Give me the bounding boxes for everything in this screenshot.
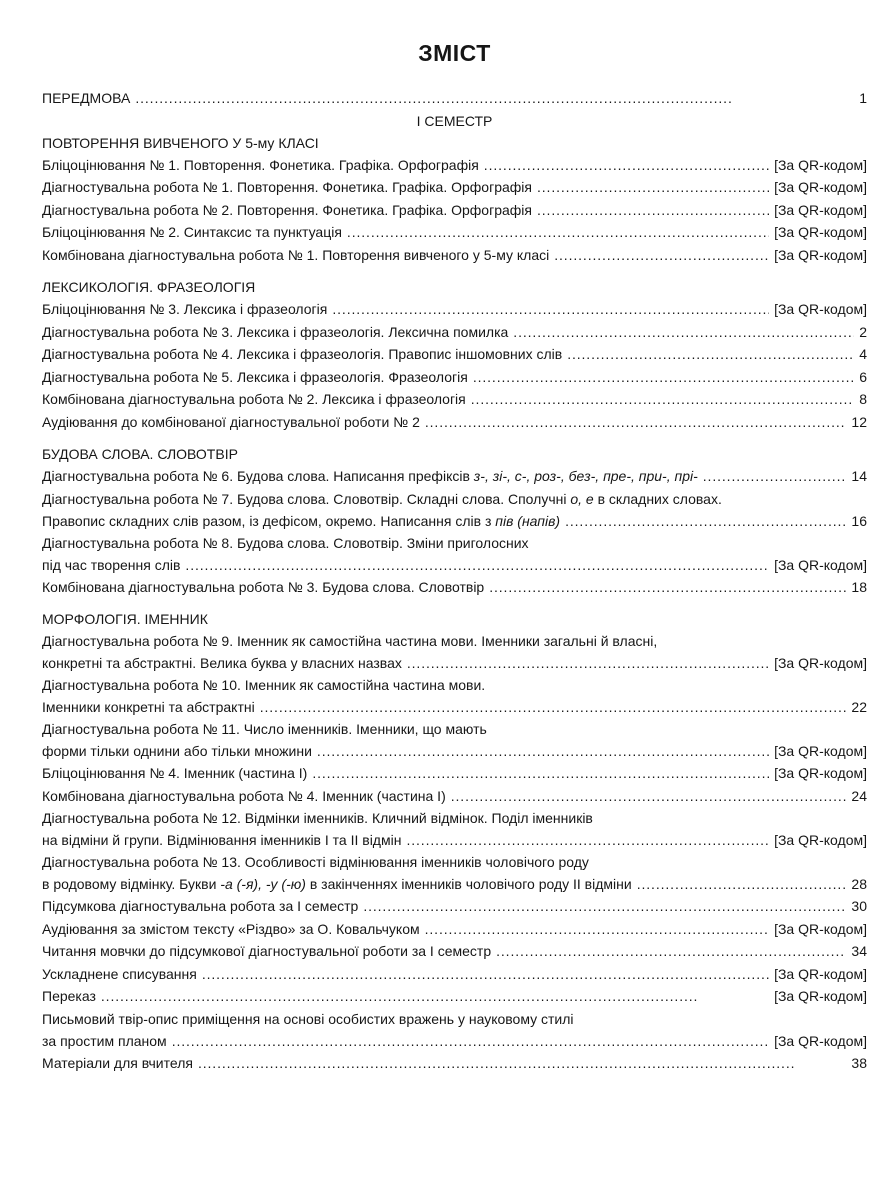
toc-entry [42,321,867,344]
toc-entry [42,298,867,321]
entry-page: 4 [859,346,867,362]
entry-label-text: Діагностувальна робота № 1. Повторення. Фонетика. Графіка. Орфографія [42,179,532,195]
entry-label [42,785,446,808]
toc-entry [42,154,867,177]
entry-label-text: Правопис складних слів разом, із дефісом, окремо. Написання слів з [42,512,496,529]
entry-label-line2 [42,829,867,851]
section-heading: МОРФОЛОГІЯ. ІМЕННИК [42,611,208,627]
entry-label-line1 [42,630,867,652]
entry-label [42,740,312,762]
toc-entry [42,718,867,762]
entry-page: [За QR-кодом] [774,1032,867,1049]
entry-label-text: за простим планом [42,1032,167,1049]
entry-label-text: Діагностувальна робота № 3. Лексика і фразеологія. Лексична помилка [42,323,509,340]
toc-entry [42,176,867,199]
entry-label-text: Бліцоцінювання № 2. Синтаксис та пунктуація [42,224,342,240]
toc-entry [42,244,867,267]
entry-label-text: Діагностувальна робота № 11. Число іменників. Іменники, що мають [42,721,487,737]
entry-label-line2 [42,1030,867,1052]
entry-label-text: Письмовий твір-опис приміщення на основі особистих вражень у науковому стилі [42,1010,574,1027]
entry-page: 12 [851,413,867,430]
entry-page: [За QR-кодом] [774,246,867,263]
entry-label [42,388,466,411]
entry-label-line2 [42,510,867,532]
entry-label [42,985,96,1008]
dot-leader [406,829,769,851]
entry-label [42,940,491,963]
entry-label [42,895,358,918]
dot-leader [484,154,769,177]
entry-label-text: на відміни й групи. Відмінювання іменників І та ІІ відмін [42,832,402,848]
entry-label-text: в закінченнях іменників чоловічого роду ІІ відміни [305,876,632,892]
entry-label [42,652,402,674]
entry-page: [За QR-кодом] [774,988,867,1004]
entry-label-line2 [42,696,867,718]
dot-leader [489,576,846,599]
entry-page: [За QR-кодом] [774,156,867,173]
toc-entry [42,488,867,532]
entry-label [42,343,562,366]
entry-label-text: Комбінована діагностувальна робота № 1. Повторення вивченого у 5-му класі [42,246,550,263]
entry-label-line2 [42,652,867,674]
entry-label [42,1030,167,1052]
entry-label-text: в складних словах. [593,490,722,507]
dot-leader [703,465,847,488]
entry-label-text: Іменники конкретні та абстрактні [42,699,255,715]
dot-leader [198,1052,846,1075]
entry-label-text: Діагностувальна робота № 8. Будова слова. Словотвір. Зміни приголосних [42,534,529,551]
dot-leader [537,176,769,199]
entry-label [42,554,180,576]
entry-label [42,510,560,532]
toc-entry [42,1052,867,1075]
entry-label-text: Переказ [42,988,96,1004]
dot-leader [347,221,769,244]
dot-leader [202,963,769,986]
entry-label-text: Читання мовчки до підсумкової діагностувальної роботи за І семестр [42,943,492,959]
entry-label [42,321,508,344]
entry-label-line1 [42,532,867,554]
dot-leader [451,785,847,808]
dot-leader [554,244,769,267]
entry-page: [За QR-кодом] [774,179,867,195]
entry-label-text: Діагностувальна робота № 7. Будова слова. Словотвір. Складні слова. Сполучні [42,490,571,507]
dot-leader [260,696,847,718]
toc-entry [42,1008,867,1052]
entry-page: 34 [851,943,867,959]
entry-label-text: Підсумкова діагностувальна робота за І семестр [42,898,359,914]
entry-label-text: Бліцоцінювання № 1. Повторення. Фонетика. Графіка. Орфографія [42,156,479,173]
entry-page: [За QR-кодом] [774,655,867,671]
entry-page: [За QR-кодом] [774,743,867,759]
entry-label-text: Комбінована діагностувальна робота № 4. Іменник (частина І) [42,787,446,804]
entry-label-line1 [42,674,867,696]
entry-label-italic: пів (напів) [495,512,561,529]
entry-label-italic: -а (-я), -у (-ю) [220,876,306,892]
entry-label-italic: о, е [570,490,594,507]
entry-page: 6 [859,368,867,385]
dot-leader [407,652,769,674]
page-title: ЗМІСТ [418,40,491,66]
semester-heading: І СЕМЕСТР [416,112,493,129]
entry-label-line1 [42,718,867,740]
dot-leader [537,199,769,222]
entry-label [42,221,342,244]
section-heading: ЛЕКСИКОЛОГІЯ. ФРАЗЕОЛОГІЯ [42,279,256,295]
dot-leader [185,554,769,576]
entry-label-line2 [42,740,867,762]
entry-label-italic: з-, зі-, с-, роз-, без-, пре-, при-, прі- [473,468,698,484]
entry-page: 22 [851,699,867,715]
toc-entry [42,985,867,1008]
toc-entry [42,199,867,222]
entry-page: 16 [851,512,867,529]
toc-entry [42,851,867,895]
toc-entry [42,674,867,718]
entry-label-line2 [42,873,867,895]
toc-entry [42,630,867,674]
toc-entry-preface [42,87,867,110]
entry-label [42,762,307,785]
entry-label-text: Комбінована діагностувальна робота № 3. Будова слова. Словотвір [42,578,485,595]
entry-label [42,465,698,488]
entry-label-text: Діагностувальна робота № 6. Будова слова. Написання префіксів [42,468,474,484]
entry-label-text: конкретні та абстрактні. Велика буква у власних назвах [42,655,402,671]
entry-label [42,829,401,851]
entry-label [42,873,632,895]
dot-leader [317,740,769,762]
entry-label-text: Діагностувальна робота № 9. Іменник як самостійна частина мови. Іменники загальні й власні, [42,633,658,649]
entry-label-text: Комбінована діагностувальна робота № 2. Лексика і фразеологія [42,391,466,407]
entry-page: 1 [859,90,867,106]
dot-leader [135,87,854,110]
toc-entry [42,940,867,963]
entry-page: [За QR-кодом] [774,301,867,317]
entry-label [42,298,327,321]
entry-label-text: форми тільки однини або тільки множини [42,743,312,759]
entry-page: [За QR-кодом] [774,920,867,937]
entry-label [42,154,479,177]
entry-label [42,696,255,718]
entry-label-text: в родовому відмінку. Букви [42,876,221,892]
entry-label-text: Діагностувальна робота № 5. Лексика і фразеологія. Фразеологія [42,368,468,385]
entry-label-text: Аудіювання за змістом тексту «Різдво» за О. Ковальчуком [42,920,420,937]
toc-entry [42,807,867,851]
entry-label [42,918,420,941]
entry-label-text: Діагностувальна робота № 2. Повторення. Фонетика. Графіка. Орфографія [42,201,532,218]
dot-leader [473,366,854,389]
section-heading: ПОВТОРЕННЯ ВИВЧЕНОГО У 5-му КЛАСІ [42,134,319,151]
toc-entry [42,532,867,576]
dot-leader [172,1030,769,1052]
entry-label [42,176,532,199]
entry-page: 24 [851,787,867,804]
entry-label-line1 [42,1008,867,1030]
entry-label-text: Аудіювання до комбінованої діагностувальної роботи № 2 [42,413,420,430]
toc-entry [42,343,867,366]
toc-entry [42,576,867,599]
entry-page: 30 [851,898,867,914]
dot-leader [312,762,769,785]
entry-label-line1 [42,851,867,873]
toc-entry [42,411,867,434]
entry-label: ПЕРЕДМОВА [42,90,131,106]
entry-label-text: Діагностувальна робота № 13. Особливості відмінювання іменників чоловічого роду [42,854,589,870]
entry-label [42,411,420,434]
toc-entry [42,221,867,244]
toc-entry [42,895,867,918]
dot-leader [637,873,847,895]
dot-leader [425,411,847,434]
entry-label [42,1052,193,1075]
dot-leader [496,940,846,963]
entry-page: [За QR-кодом] [774,765,867,781]
toc-entry [42,366,867,389]
toc-entry [42,465,867,488]
dot-leader [101,985,769,1008]
entry-label [42,199,532,222]
entry-label-text: Матеріали для вчителя [42,1054,193,1071]
entry-page: 28 [851,876,867,892]
dot-leader [567,343,854,366]
entry-page: [За QR-кодом] [774,556,867,573]
toc-entry [42,963,867,986]
entry-label-text: Діагностувальна робота № 12. Відмінки іменників. Кличний відмінок. Поділ іменників [42,810,593,826]
entry-page: 8 [859,391,867,407]
entry-page: 18 [851,578,867,595]
entry-page: 38 [851,1054,867,1071]
entry-page: 2 [859,323,867,340]
section-heading: БУДОВА СЛОВА. СЛОВОТВІР [42,446,238,462]
toc-entry [42,388,867,411]
dot-leader [425,918,769,941]
dot-leader [471,388,854,411]
entry-page: [За QR-кодом] [774,224,867,240]
toc-sections [42,132,867,1075]
toc-entry [42,762,867,785]
entry-label-text: Ускладнене списування [42,965,197,982]
toc-entry [42,918,867,941]
entry-label-text: Бліцоцінювання № 3. Лексика і фразеологія [42,301,328,317]
dot-leader [565,510,846,532]
entry-label [42,244,549,267]
entry-label-text: Бліцоцінювання № 4. Іменник (частина І) [42,765,308,781]
entry-page: [За QR-кодом] [774,832,867,848]
entry-page: 14 [851,468,867,484]
entry-label-line1 [42,807,867,829]
entry-label-text: Діагностувальна робота № 4. Лексика і фразеологія. Правопис іншомовних слів [42,346,563,362]
entry-page: [За QR-кодом] [774,965,867,982]
entry-label [42,963,197,986]
entry-label [42,576,484,599]
dot-leader [363,895,846,918]
toc-entry [42,785,867,808]
entry-label [42,366,468,389]
dot-leader [332,298,769,321]
entry-label-line1 [42,488,867,510]
entry-label-line2 [42,554,867,576]
entry-label-text: під час творення слів [42,556,181,573]
entry-page: [За QR-кодом] [774,201,867,218]
dot-leader [513,321,854,344]
entry-label-text: Діагностувальна робота № 10. Іменник як самостійна частина мови. [42,677,486,693]
